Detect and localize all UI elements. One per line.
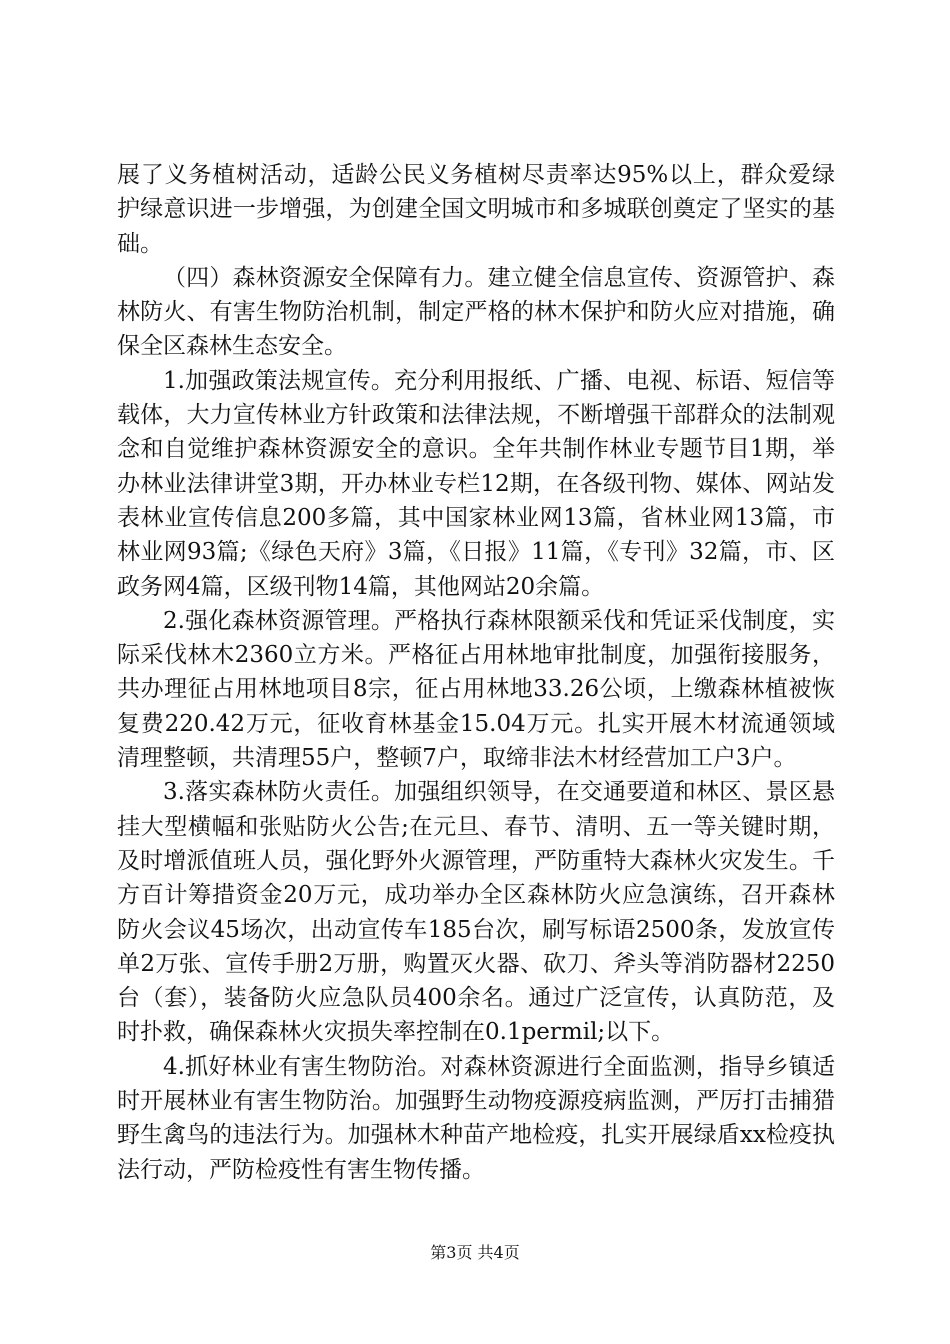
paragraph-section-heading: （四）森林资源安全保障有力。建立健全信息宣传、资源管护、森林防火、有害生物防治机制，制定严格的林木保护和防火应对措施，确保全区森林生态安全。	[117, 264, 835, 360]
paragraph-item-2: 2.强化森林资源管理。严格执行森林限额采伐和凭证采伐制度，实际采伐林木2360立方米。严格征占用林地审批制度，加强衔接服务，共办理征占用林地项目8宗，征占用林地33.26公顷，上缴森林植被恢复费220.42万元，征收育林基金15.04万元。扎实开展木材流通领域清理整顿，共清理55户，整顿7户，取缔非法木材经营加工户3户。	[117, 607, 835, 772]
paragraph-item-1: 1.加强政策法规宣传。充分利用报纸、广播、电视、标语、短信等载体，大力宣传林业方针政策和法律法规，不断增强干部群众的法制观念和自觉维护森林资源安全的意识。全年共制作林业专题节目1期，举办林业法律讲堂3期，开办林业专栏12期，在各级刊物、媒体、网站发表林业宣传信息200多篇，其中国家林业网13篇，省林业网13篇，市林业网93篇;《绿色天府》3篇，《日报》11篇，《专刊》32篇，市、区政务网4篇，区级刊物14篇，其他网站20余篇。	[117, 367, 835, 600]
paragraph-item-4: 4.抓好林业有害生物防治。对森林资源进行全面监测，指导乡镇适时开展林业有害生物防治。加强野生动物疫源疫病监测，严厉打击捕猎野生禽鸟的违法行为。加强林木种苗产地检疫，扎实开展绿盾xx检疫执法行动，严防检疫性有害生物传播。	[117, 1053, 835, 1183]
document-body	[117, 158, 835, 1187]
paragraph-item-3: 3.落实森林防火责任。加强组织领导，在交通要道和林区、景区悬挂大型横幅和张贴防火公告;在元旦、春节、清明、五一等关键时期，及时增派值班人员，强化野外火源管理，严防重特大森林火灾发生。千方百计筹措资金20万元，成功举办全区森林防火应急演练，召开森林防火会议45场次，出动宣传车185台次，刷写标语2500条，发放宣传单2万张、宣传手册2万册，购置灭火器、砍刀、斧头等消防器材2250台（套），装备防火应急队员400余名。通过广泛宣传，认真防范，及时扑救，确保森林火灾损失率控制在0.1permil;以下。	[117, 779, 835, 1046]
paragraph-continuation: 展了义务植树活动，适龄公民义务植树尽责率达95%以上，群众爱绿护绿意识进一步增强，为创建全国文明城市和多城联创奠定了坚实的基础。	[117, 162, 835, 257]
page-footer: 第3页 共4页	[430, 1243, 520, 1262]
